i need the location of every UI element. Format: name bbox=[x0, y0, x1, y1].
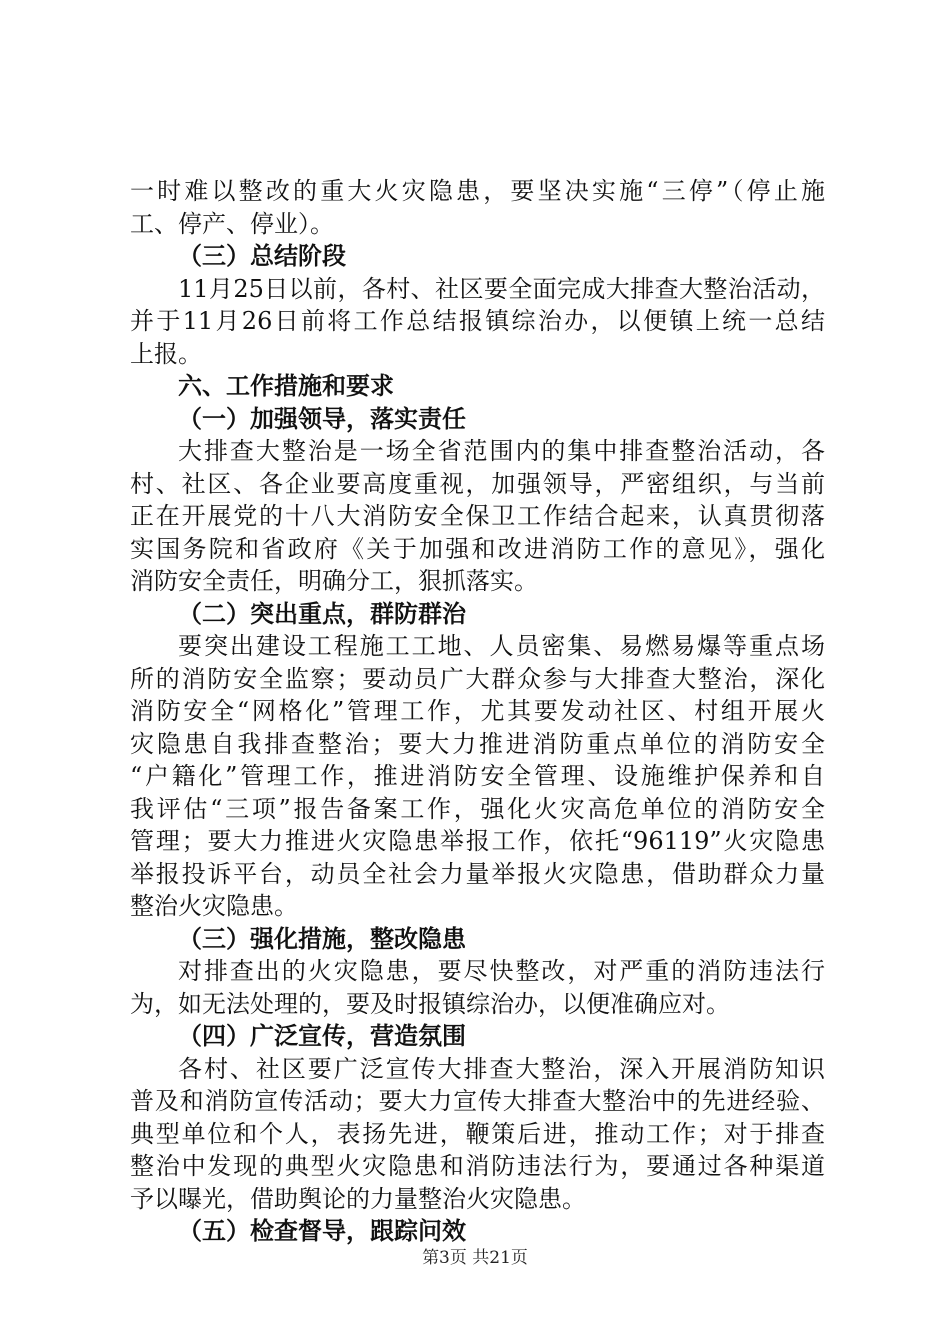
paragraph-line: 所的消防安全监察；要动员广大群众参与大排查大整治，深化 bbox=[130, 664, 825, 693]
paragraph-line: 工、停产、停业）。 bbox=[130, 209, 334, 238]
section-heading-summary: （三）总结阶段 bbox=[178, 242, 346, 270]
subsection-heading-measures: （三）强化措施，整改隐患 bbox=[178, 924, 466, 953]
subsection-heading-publicity: （四）广泛宣传，营造氛围 bbox=[178, 1022, 466, 1050]
paragraph-line: 一时难以整改的重大火灾隐患，要坚决实施“三停”（停止施 bbox=[130, 177, 825, 205]
paragraph-line: 予以曝光，借助舆论的力量整治火灾隐患。 bbox=[130, 1184, 586, 1213]
paragraph-line: 管理；要大力推进火灾隐患举报工作，依托“96119”火灾隐患 bbox=[130, 827, 825, 855]
paragraph-line: 正在开展党的十八大消防安全保卫工作结合起来，认真贯彻落 bbox=[130, 502, 825, 530]
paragraph-line: 灾隐患自我排查整治；要大力推进消防重点单位的消防安全 bbox=[130, 729, 825, 758]
paragraph-line: 消防安全“网格化”管理工作，尤其要发动社区、村组开展火 bbox=[130, 697, 825, 725]
paragraph-line: 各村、社区要广泛宣传大排查大整治，深入开展消防知识 bbox=[178, 1054, 825, 1083]
paragraph-line: 举报投诉平台，动员全社会力量举报火灾隐患，借助群众力量 bbox=[130, 859, 825, 888]
section-heading-6: 六、工作措施和要求 bbox=[178, 372, 394, 400]
paragraph-line: 实国务院和省政府《关于加强和改进消防工作的意见》，强化 bbox=[130, 534, 825, 563]
paragraph-line: 11月25日以前，各村、社区要全面完成大排查大整治活动， bbox=[178, 274, 825, 303]
paragraph-line: 对排查出的火灾隐患，要尽快整改，对严重的消防违法行 bbox=[178, 957, 825, 985]
paragraph-line: 并于11月26日前将工作总结报镇综治办，以便镇上统一总结 bbox=[130, 307, 825, 335]
subsection-heading-lead: （一）加强领导，落实责任 bbox=[178, 404, 466, 433]
paragraph-line: 消防安全责任，明确分工，狠抓落实。 bbox=[130, 567, 538, 595]
paragraph-line: 上报。 bbox=[130, 339, 202, 368]
document-body bbox=[130, 175, 825, 1248]
paragraph-line: 大排查大整治是一场全省范围内的集中排查整治活动，各 bbox=[178, 437, 825, 465]
subsection-heading-inspect: （五）检查督导，跟踪问效 bbox=[178, 1217, 466, 1245]
subsection-heading-focus: （二）突出重点，群防群治 bbox=[178, 599, 466, 628]
paragraph-line: “户籍化”管理工作，推进消防安全管理、设施维护保养和自 bbox=[130, 762, 825, 790]
paragraph-line: 要突出建设工程施工工地、人员密集、易燃易爆等重点场 bbox=[178, 632, 825, 660]
paragraph-line: 典型单位和个人，表扬先进，鞭策后进，推动工作；对于排查 bbox=[130, 1119, 825, 1148]
paragraph-line: 普及和消防宣传活动；要大力宣传大排查大整治中的先进经验、 bbox=[130, 1087, 825, 1115]
paragraph-line: 整治中发现的典型火灾隐患和消防违法行为，要通过各种渠道 bbox=[130, 1152, 825, 1180]
paragraph-line: 为，如无法处理的，要及时报镇综治办，以便准确应对。 bbox=[130, 989, 730, 1018]
paragraph-line: 整治火灾隐患。 bbox=[130, 892, 298, 920]
paragraph-line: 我评估“三项”报告备案工作，强化火灾高危单位的消防安全 bbox=[130, 794, 825, 823]
paragraph-line: 村、社区、各企业要高度重视，加强领导，严密组织，与当前 bbox=[130, 469, 825, 498]
page-number-footer: 第3页 共21页 bbox=[422, 1248, 528, 1268]
